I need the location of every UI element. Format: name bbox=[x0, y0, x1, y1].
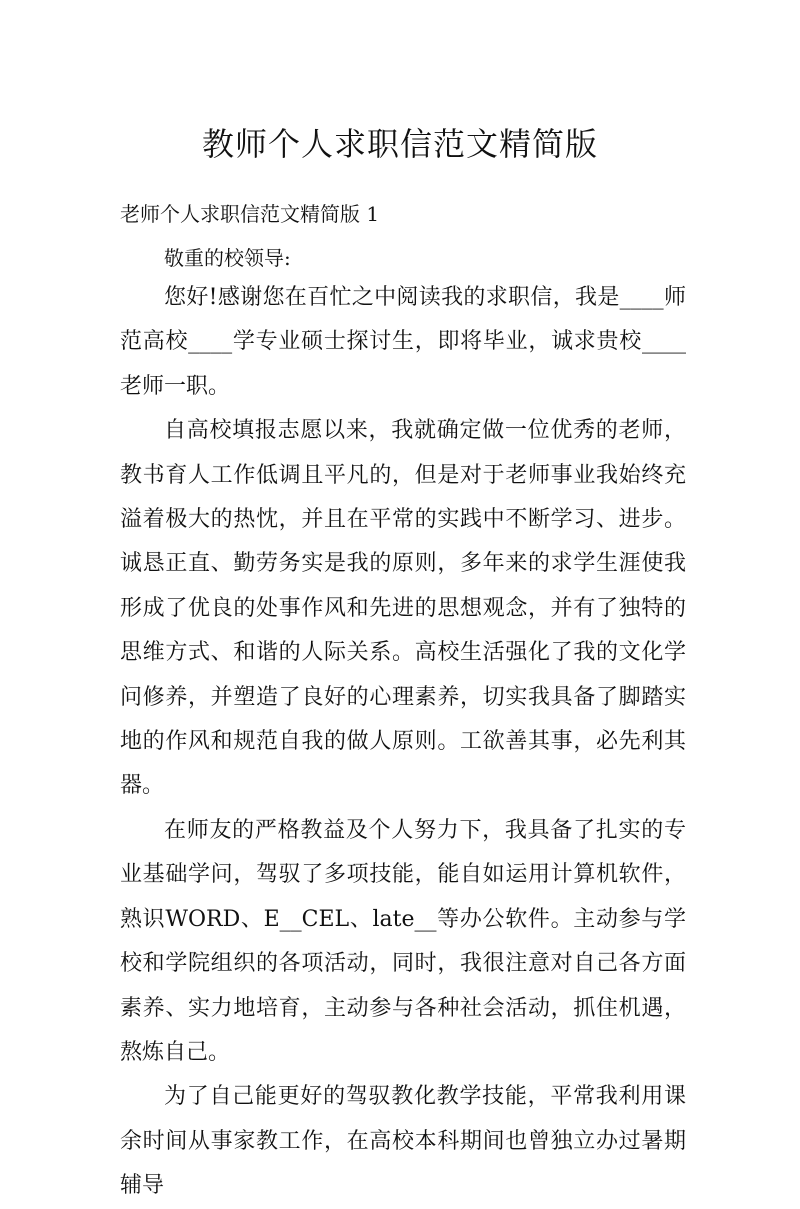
paragraph: 在师友的严格教益及个人努力下，我具备了扎实的专业基础学问，驾驭了多项技能，能自如运用计算机软件，熟识WORD、E__CEL、late__等办公软件。主动参与学校和学院组织的各项活动，同时，我很注意对自己各方面素养、实力地培育，主动参与各种社会活动，抓住机遇，熬炼自己。 bbox=[120, 817, 686, 1065]
document-subtitle: 老师个人求职信范文精简版 1 bbox=[120, 202, 380, 226]
salutation: 敬重的校领导: bbox=[164, 246, 291, 270]
document-title: 教师个人求职信范文精简版 bbox=[201, 125, 598, 163]
paragraph: 自高校填报志愿以来，我就确定做一位优秀的老师，教书育人工作低调且平凡的，但是对于老师事业我始终充溢着极大的热忱，并且在平常的实践中不断学习、进步。诚恳正直、勤劳务实是我的原则，多年来的求学生涯使我形成了优良的处事作风和先进的思想观念，并有了独特的思维方式、和谐的人际关系。高校生活强化了我的文化学问修养，并塑造了良好的心理素养，切实我具备了脚踏实地的作风和规范自我的做人原则。工欲善其事，必先利其器。 bbox=[120, 418, 686, 799]
paragraph: 您好!感谢您在百忙之中阅读我的求职信，我是____师范高校____学专业硕士探讨生，即将毕业，诚求贵校____老师一职。 bbox=[120, 285, 686, 399]
paragraph: 为了自己能更好的驾驭教化教学技能，平常我利用课余时间从事家教工作，在高校本科期间也曾独立办过暑期辅导 bbox=[120, 1084, 686, 1199]
letter-body bbox=[120, 240, 686, 1209]
